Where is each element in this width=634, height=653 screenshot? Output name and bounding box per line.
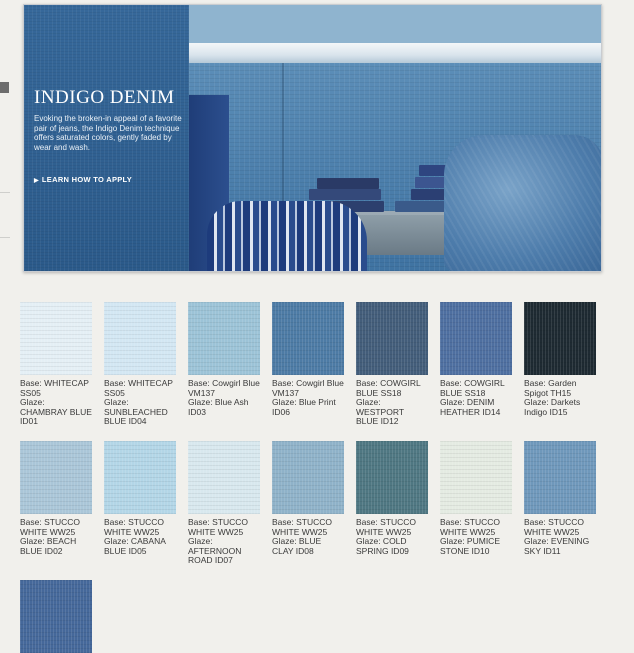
- swatch-glaze: Glaze: WESTPORT BLUE ID12: [356, 397, 404, 426]
- swatch-glaze: Glaze: COLD SPRING ID09: [356, 536, 409, 556]
- swatch-label: [20, 518, 92, 556]
- swatch-evening-sky[interactable]: [524, 441, 596, 556]
- swatch-chip: [440, 302, 512, 375]
- book: [309, 189, 381, 200]
- swatch-darkest-indigo[interactable]: [524, 302, 596, 417]
- swatch-label: [188, 379, 260, 417]
- swatch-chip: [440, 441, 512, 514]
- swatch-label: [356, 379, 428, 427]
- swatch-glaze: Glaze: Blue Ash ID03: [188, 397, 249, 417]
- striped-chair-arm: [207, 201, 367, 271]
- swatch-chip: [104, 441, 176, 514]
- swatch-label: [104, 379, 176, 427]
- swatch-cabana-blue[interactable]: [104, 441, 176, 556]
- swatch-glaze: Glaze: BLUE CLAY ID08: [272, 536, 322, 556]
- swatch-chip: [524, 441, 596, 514]
- swatch-label: [440, 379, 512, 417]
- swatch-base: Base: STUCCO WHITE WW25: [272, 517, 332, 537]
- wall-molding: [189, 43, 601, 63]
- swatch-chip: [20, 302, 92, 375]
- hero-description: Evoking the broken-in appeal of a favorite pair of jeans, the Indigo Denim technique offers saturated colors, gently faded by wear and wash.: [34, 114, 182, 152]
- swatch-label: [272, 518, 344, 556]
- side-tab-marker: [0, 82, 9, 93]
- swatch-base: Base: COWGIRL BLUE SS18: [440, 378, 505, 398]
- swatch-chip: [524, 302, 596, 375]
- swatch-chip: [20, 580, 92, 653]
- swatch-chip: [188, 441, 260, 514]
- swatch-pumice-stone[interactable]: [440, 441, 512, 556]
- swatch-base: Base: STUCCO WHITE WW25: [356, 517, 416, 537]
- swatch-chip: [356, 441, 428, 514]
- swatch-label: [104, 518, 176, 556]
- swatch-chambray-blue[interactable]: [20, 302, 92, 427]
- swatch-base: Base: STUCCO WHITE WW25: [104, 517, 164, 537]
- swatch-label: [20, 379, 92, 427]
- swatch-label: [188, 518, 260, 566]
- learn-how-to-apply-link[interactable]: [34, 175, 132, 184]
- swatch-sunbleached-blue[interactable]: [104, 302, 176, 427]
- swatch-denim-heather[interactable]: [440, 302, 512, 417]
- swatch-glaze: Glaze: DENIM HEATHER ID14: [440, 397, 501, 417]
- triangle-right-icon: ▶: [34, 178, 39, 184]
- swatch-base: Base: COWGIRL BLUE SS18: [356, 378, 421, 398]
- hero-photo: [189, 5, 601, 271]
- swatch-glaze: Glaze: CHAMBRAY BLUE ID01: [20, 397, 92, 426]
- swatch-glaze: Glaze: Blue Print ID06: [272, 397, 336, 417]
- swatch-glaze: Glaze: PUMICE STONE ID10: [440, 536, 500, 556]
- swatch-glaze: Glaze: Darkets Indigo ID15: [524, 397, 581, 417]
- swatch-base: Base: Cowgirl Blue VM137: [272, 378, 344, 398]
- swatch-chip: [272, 441, 344, 514]
- swatch-base: Base: STUCCO WHITE WW25: [524, 517, 584, 537]
- swatch-base: Base: WHITECAP SS05: [20, 378, 89, 398]
- swatch-chip: [188, 302, 260, 375]
- swatch-glaze: Glaze: BEACH BLUE ID02: [20, 536, 77, 556]
- swatch-partial[interactable]: [20, 580, 92, 653]
- swatch-label: [272, 379, 344, 417]
- swatch-chip: [20, 441, 92, 514]
- swatch-chip: [356, 302, 428, 375]
- book: [317, 178, 379, 189]
- swatch-base: Base: Cowgirl Blue VM137: [188, 378, 260, 398]
- swatch-base: Base: Garden Spigot TH15: [524, 378, 577, 398]
- learn-how-to-apply-label: LEARN HOW TO APPLY: [41, 175, 133, 184]
- side-divider: [0, 192, 10, 193]
- swatch-base: Base: WHITECAP SS05: [104, 378, 173, 398]
- swatch-blue-print[interactable]: [272, 302, 344, 417]
- swatch-base: Base: STUCCO WHITE WW25: [440, 517, 500, 537]
- swatch-afternoon-road[interactable]: [188, 441, 260, 566]
- swatch-base: Base: STUCCO WHITE WW25: [188, 517, 248, 537]
- swatch-glaze: Glaze: EVENING SKY ID11: [524, 536, 590, 556]
- swatch-base: Base: STUCCO WHITE WW25: [20, 517, 80, 537]
- swatch-label: [524, 518, 596, 556]
- swatch-label: [356, 518, 428, 556]
- swatch-label: [440, 518, 512, 556]
- hero-title: INDIGO DENIM: [34, 87, 175, 108]
- swatch-glaze: Glaze: AFTERNOON ROAD ID07: [188, 536, 242, 565]
- hero-banner: [23, 4, 602, 272]
- swatch-label: [524, 379, 596, 417]
- swatch-westport-blue[interactable]: [356, 302, 428, 427]
- swatch-cold-spring[interactable]: [356, 441, 428, 556]
- folded-jeans: [444, 135, 602, 271]
- swatch-chip: [272, 302, 344, 375]
- swatch-glaze: Glaze: CABANA BLUE ID05: [104, 536, 166, 556]
- swatch-chip: [104, 302, 176, 375]
- hero-text-panel: [24, 5, 189, 271]
- swatch-blue-clay[interactable]: [272, 441, 344, 556]
- swatch-glaze: Glaze: SUNBLEACHED BLUE ID04: [104, 397, 168, 426]
- swatch-blue-ash[interactable]: [188, 302, 260, 417]
- swatch-beach-blue[interactable]: [20, 441, 92, 556]
- side-divider: [0, 237, 10, 238]
